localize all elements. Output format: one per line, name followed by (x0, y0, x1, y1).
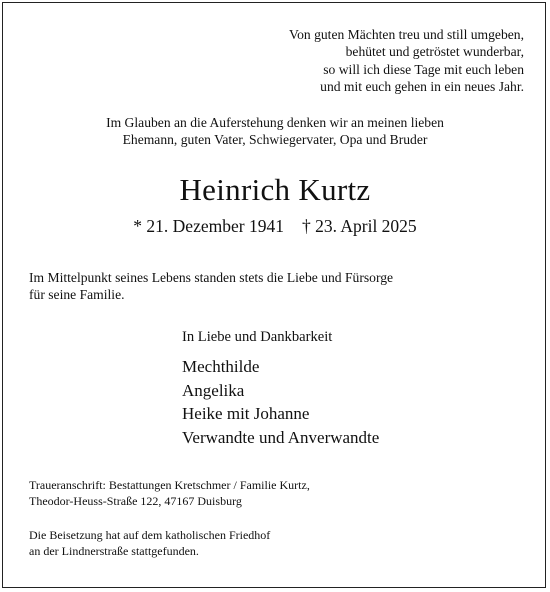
mourner-name: Angelika (182, 380, 245, 400)
life-text-line: Im Mittelpunkt seines Lebens standen stets die Liebe und Fürsorge (29, 270, 394, 285)
mourner-name: Mechthilde (182, 357, 260, 376)
address-line: Traueranschrift: Bestattungen Kretschmer / Familie Kurtz, (29, 478, 310, 492)
life-text (29, 269, 393, 304)
motto-line: so will ich diese Tage mit euch leben (323, 61, 524, 77)
intro-line: Im Glauben an die Auferstehung denken wir an meinen lieben (106, 115, 444, 130)
birth-date: * 21. Dezember 1941 (133, 216, 284, 236)
funeral-note-line: Die Beisetzung hat auf dem katholischen Friedhof (29, 528, 271, 542)
intro-text (0, 114, 550, 149)
address-line: Theodor-Heuss-Straße 122, 47167 Duisburg (29, 493, 242, 508)
motto-verse (289, 26, 524, 95)
death-date: † 23. April 2025 (301, 216, 417, 236)
motto-line: und mit euch gehen in ein neues Jahr. (320, 78, 524, 94)
mourners-heading: In Liebe und Dankbarkeit (182, 329, 333, 345)
life-dates (0, 214, 550, 238)
life-text-line: für seine Familie. (29, 287, 125, 303)
motto-line: behütet und getröstet wunderbar, (345, 44, 524, 60)
funeral-note (29, 528, 270, 559)
mourner-name: Verwandte und Anverwandte (182, 427, 380, 447)
funeral-note-line: an der Lindnerstraße stattgefunden. (29, 543, 199, 558)
mourners-list (182, 355, 379, 449)
intro-line: Ehemann, guten Vater, Schwiegervater, Opa und Bruder (122, 132, 428, 148)
mourner-name: Heike mit Johanne (182, 404, 310, 423)
deceased-name: Heinrich Kurtz (179, 172, 371, 207)
motto-line: Von guten Mächten treu und still umgeben, (289, 27, 524, 42)
mourning-address (29, 478, 310, 509)
